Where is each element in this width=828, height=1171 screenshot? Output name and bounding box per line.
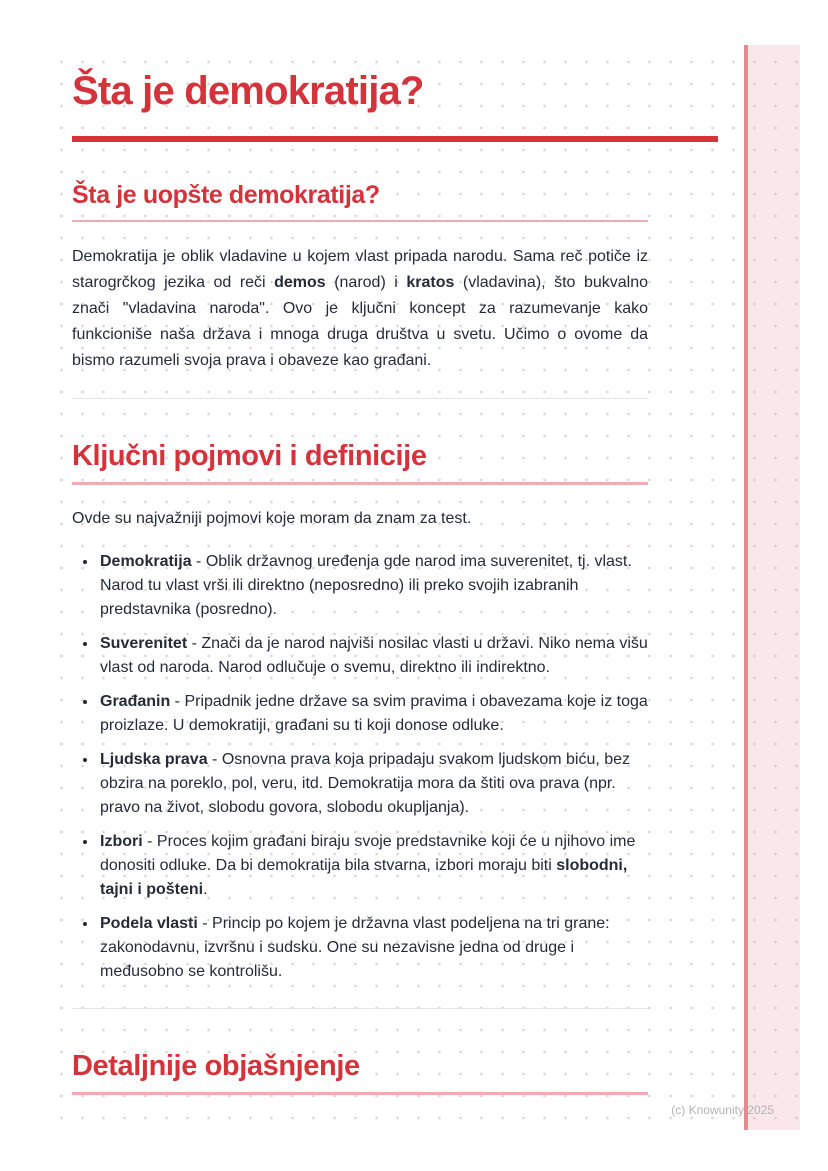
term-label: Ljudska prava xyxy=(100,751,208,768)
key-terms-lead: Ovde su najvažniji pojmovi koje moram da znam za test. xyxy=(72,510,472,527)
page-title: Šta je demokratija? xyxy=(72,69,424,113)
list-item xyxy=(98,830,648,902)
note-page xyxy=(45,45,800,1130)
intro-bold-demos: demos xyxy=(274,274,326,291)
list-item xyxy=(98,912,648,984)
intro-paragraph-part: (narod) i xyxy=(325,274,407,291)
term-description-bold: slobodni, tajni i pošteni xyxy=(100,857,628,898)
term-description: - Znači da je narod najviši nosilac vlasti u državi. Niko nema višu vlast od naroda. Narod odlučuje o svemu, direktno ili indirektno. xyxy=(100,635,648,676)
term-description: - Oblik državnog uređenja gde narod ima suverenitet, tj. vlast. Narod tu vlast vrši ili direktno (neposredno) ili preko svojih izabranih predstavnika (posredno). xyxy=(100,553,632,618)
page-content xyxy=(72,45,718,1095)
intro-paragraph-part: Demokratija je oblik vladavine u kojem vlast pripada narodu. Sama reč potiče iz starogrčkog jezika od reči xyxy=(72,248,648,291)
term-label: Podela vlasti xyxy=(100,915,198,932)
title-rule xyxy=(72,136,718,142)
intro-heading-underline xyxy=(72,220,648,222)
term-label: Suverenitet xyxy=(100,635,188,652)
section-heading-intro: Šta je uopšte demokratija? xyxy=(72,181,380,209)
intro-paragraph-part: (vladavina), što bukvalno znači "vladavina naroda". Ovo je ključni koncept za razumevanje kako funkcioniše naša država i mnoga druga društva u svetu. Učimo o ovome da bismo razumeli svoja prava i obaveze kao građani. xyxy=(72,274,648,369)
list-item xyxy=(98,632,648,680)
section-divider xyxy=(72,1008,648,1009)
list-item xyxy=(98,690,648,738)
term-description: - Pripadnik jedne države sa svim pravima i obavezama koje iz toga proizlaze. U demokratiji, građani su ti koji donose odluke. xyxy=(100,693,648,734)
intro-paragraph xyxy=(72,244,648,374)
term-description: - Princip po kojem je državna vlast podeljena na tri grane: zakonodavnu, izvršnu i sudsku. One su nezavisne jedna od druge i međusobno se kontrolišu. xyxy=(100,915,610,980)
term-label: Izbori xyxy=(100,833,143,850)
term-description: - Proces kojim građani biraju svoje predstavnike koji će u njihovo ime donositi odluke. Da bi demokratija bila stvarna, izbori moraju biti xyxy=(100,833,636,874)
list-item xyxy=(98,550,648,622)
key-terms-heading-underline xyxy=(72,482,648,485)
details-heading-underline xyxy=(72,1092,648,1095)
section-divider xyxy=(72,398,648,399)
margin-stripe xyxy=(744,45,800,1130)
list-item xyxy=(98,748,648,820)
term-description-tail: . xyxy=(203,881,208,898)
term-description: - Osnovna prava koja pripadaju svakom ljudskom biću, bez obzira na poreklo, pol, veru, itd. Demokratija mora da štiti ova prava (npr. pravo na život, slobodu govora, slobodu okupljanja). xyxy=(100,751,631,816)
term-label: Demokratija xyxy=(100,553,192,570)
intro-bold-kratos: kratos xyxy=(406,274,455,291)
section-heading-key-terms: Ključni pojmovi i definicije xyxy=(72,440,427,472)
footer-credit: (c) Knowunity 2025 xyxy=(671,1103,774,1117)
key-terms-list xyxy=(72,550,648,984)
term-label: Građanin xyxy=(100,693,171,710)
section-heading-details: Detaljnije objašnjenje xyxy=(72,1050,360,1082)
